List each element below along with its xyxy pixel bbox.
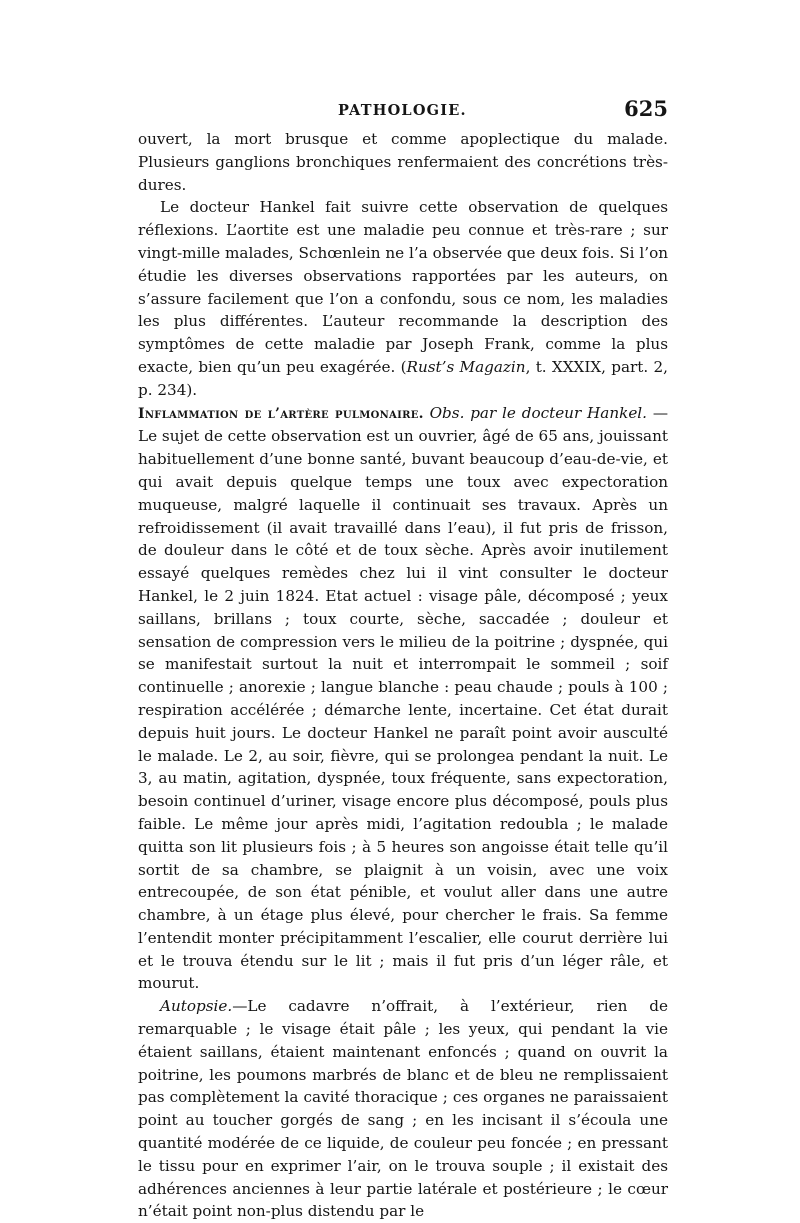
citation-open: ( bbox=[400, 357, 407, 376]
running-header bbox=[138, 98, 668, 128]
autopsy-label: Autopsie. bbox=[160, 997, 233, 1016]
paragraph-text: —Le cadavre n’offrait, à l’extérieur, rien de remarquable ; le visage était pâle ; les yeux, qui pendant la vie étaient saillans, étaient maintenant enfoncés ; quand on ouvrit la poitrine, les poumons marbrés de blanc et de bleu ne remplissaient pas complètement la cavité thoracique ; ces organes ne paraissaient point au toucher gorgés de sang ; en les incisant il s’écoula une quantité modérée de ce liquide, de couleur peu foncée ; en pressant le tissu pour en exprimer l’air, on le trouva souple ; il existait des adhérences anciennes à leur partie latérale et postérieure ; le cœur n’était point non-plus distendu par le bbox=[138, 997, 668, 1221]
paragraph-text: — Le sujet de cette observation est un ouvrier, âgé de 65 ans, jouissant habituellement d’une bonne santé, buvant beaucoup d’eau-de-vie, et qui avait depuis quelque temps une toux avec expectoration muqueuse, malgré laquelle il continuait ses travaux. Après un refroidissement (il avait travaillé dans l’eau), il fut pris de frisson, de douleur dans le côté et de toux sèche. Après avoir inutilement essayé quelques remèdes chez lui il vint consulter le docteur Hankel, le 2 juin 1824. Etat actuel : visage pâle, décomposé ; yeux saillans, brillans ; toux courte, sèche, saccadée ; douleur et sensation de compression vers le milieu de la poitrine ; dyspnée, qui se manifestait surtout la nuit et interrompait le sommeil ; soif continuelle ; anorexie ; langue blanche : peau chaude ; pouls à 100 ; respiration accélérée ; démarche lente, incertaine. Cet état durait depuis huit jours. Le docteur Hankel ne paraît point avoir ausculté le malade. Le 2, au soir, fièvre, qui se prolongea pendant la nuit. Le 3, au matin, agitation, dyspnée, toux fréquente, sans expectoration, besoin continuel d’uriner, visage encore plus décomposé, pouls plus faible. Le même jour après midi, l’agitation redoubla ; le malade quitta son lit plusieurs fois ; à 5 heures son angoisse était telle qu’il sortit de sa chambre, se plaignit à un voisin, avec une voix entrecoupée, de son état pénible, et voulut aller dans une autre chambre, à un étage plus élevé, pour chercher le frais. Sa femme l’entendit monter précipitamment l’escalier, elle courut derrière lui et le trouva étendu sur le lit ; mais il fut pris d’un léger râle, et mourut. bbox=[138, 403, 668, 993]
paragraph-hankel-reflections bbox=[138, 196, 668, 401]
book-page bbox=[138, 98, 668, 1223]
observation-author: Obs. par le docteur Hankel. bbox=[429, 403, 647, 422]
running-title: PATHOLOGIE. bbox=[338, 102, 467, 119]
citation-rest: , t. XXXIX, part. 2, p. 234). bbox=[138, 357, 669, 399]
section-heading: Inflammation de l’artère pulmonaire. bbox=[138, 405, 424, 422]
paragraph-continuation bbox=[138, 128, 668, 196]
page-number: 625 bbox=[624, 96, 668, 121]
paragraph-observation bbox=[138, 402, 668, 996]
paragraph-autopsy bbox=[138, 995, 668, 1223]
citation-journal: Rust’s Magazin bbox=[406, 357, 526, 376]
paragraph-text: Le docteur Hankel fait suivre cette observation de quelques réflexions. L’aortite est une maladie peu connue et très-rare ; sur vingt-mille malades, Schœnlein ne l’a observée que deux fois. Si l’on étudie les diverses observations rapportées par les auteurs, on s’assure facilement que l’on a confondu, sous ce nom, les maladies les plus différentes. L’auteur recommande la description des symptômes de cette maladie par Joseph Frank, comme la plus exacte, bien qu’un peu exagérée. bbox=[138, 198, 668, 376]
paragraph-text: ouvert, la mort brusque et comme apoplectique du malade. Plusieurs ganglions bronchiques renfermaient des concrétions très-dures. bbox=[138, 130, 668, 194]
body-text bbox=[138, 128, 668, 1223]
